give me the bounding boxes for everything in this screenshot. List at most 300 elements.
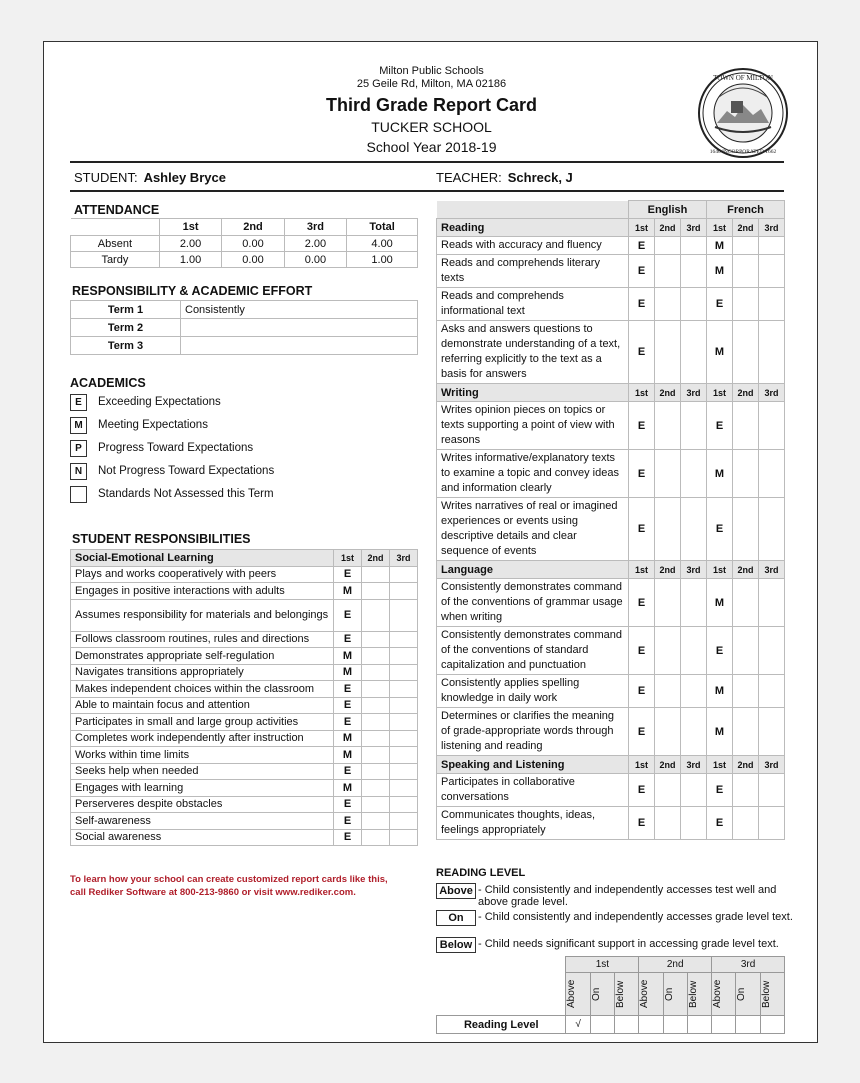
level-col-header	[687, 973, 711, 1016]
table-row	[71, 664, 418, 681]
legend-code: M	[70, 417, 87, 434]
student-field	[74, 170, 226, 185]
behavior-text: Seeks help when needed	[71, 763, 334, 780]
table-row	[437, 708, 785, 756]
legend-item	[70, 394, 370, 414]
grade-cell	[655, 450, 681, 498]
table-row	[71, 829, 418, 846]
grade-cell	[390, 780, 418, 797]
level-col-label: On	[590, 987, 602, 1001]
table-row	[71, 796, 418, 813]
grade-cell	[733, 450, 759, 498]
term-col: 2nd	[733, 561, 759, 579]
level-mark	[687, 1016, 711, 1034]
standard-text: Asks and answers questions to demonstrate understanding of a text, referring explicitly to the text as a basis for answers	[437, 321, 629, 384]
level-term: 2nd	[639, 957, 712, 973]
grade-cell	[362, 763, 390, 780]
grade-cell: E	[707, 402, 733, 450]
table-row	[437, 774, 785, 807]
legend-code: P	[70, 440, 87, 457]
behavior-text: Social awareness	[71, 829, 334, 846]
table-row	[71, 813, 418, 830]
grade-cell	[655, 402, 681, 450]
grade-cell	[681, 579, 707, 627]
term-col: 1st	[707, 219, 733, 237]
grade-cell	[655, 255, 681, 288]
grade-cell	[655, 774, 681, 807]
grade-cell	[681, 237, 707, 255]
attendance-cell: 2.00	[284, 236, 346, 252]
behavior-text: Perserveres despite obstacles	[71, 796, 334, 813]
grade-cell: E	[334, 829, 362, 846]
grade-cell	[655, 288, 681, 321]
grade-cell	[759, 579, 785, 627]
behavior-text: Follows classroom routines, rules and directions	[71, 631, 334, 648]
table-row	[437, 627, 785, 675]
grade-cell	[681, 288, 707, 321]
standard-text: Writes opinion pieces on topics or texts supporting a point of view with reasons	[437, 402, 629, 450]
grade-cell	[733, 675, 759, 708]
level-col-header	[639, 973, 663, 1016]
grade-cell	[733, 579, 759, 627]
grade-cell	[733, 255, 759, 288]
grade-cell	[655, 321, 681, 384]
grade-cell	[681, 402, 707, 450]
grade-cell	[390, 813, 418, 830]
term-col: 1st	[707, 561, 733, 579]
grade-cell: M	[707, 321, 733, 384]
grade-cell	[681, 627, 707, 675]
term-col: 1st	[707, 384, 733, 402]
level-col-header	[566, 973, 590, 1016]
term-label: Term 2	[71, 319, 181, 337]
grade-cell: E	[629, 774, 655, 807]
grade-cell	[390, 697, 418, 714]
behavior-text: Completes work independently after instruction	[71, 730, 334, 747]
table-row	[71, 714, 418, 731]
term-col: 3rd	[681, 219, 707, 237]
legend-item	[70, 486, 370, 506]
promo-text	[70, 873, 388, 899]
grade-cell: E	[629, 579, 655, 627]
grade-cell	[759, 627, 785, 675]
attendance-cell: 4.00	[347, 236, 418, 252]
svg-text:TOWN OF MILTON: TOWN OF MILTON	[713, 74, 773, 82]
standard-text: Determines or clarifies the meaning of grade-appropriate words through listening and reading	[437, 708, 629, 756]
level-mark	[663, 1016, 687, 1034]
grade-cell: M	[334, 730, 362, 747]
grade-cell	[362, 829, 390, 846]
grade-cell	[681, 708, 707, 756]
promo-line: call Rediker Software at 800-213-9860 or visit www.rediker.com.	[70, 887, 356, 898]
grade-cell: E	[334, 599, 362, 631]
table-row	[437, 255, 785, 288]
grade-cell	[362, 697, 390, 714]
level-tag: Above	[436, 883, 476, 899]
section-header: Reading	[437, 219, 629, 237]
grade-cell	[759, 288, 785, 321]
table-row	[71, 697, 418, 714]
level-col-label: On	[736, 987, 748, 1001]
attendance-table	[70, 218, 418, 268]
behavior-text: Engages in positive interactions with adults	[71, 583, 334, 600]
table-row	[71, 566, 418, 583]
section-row	[437, 561, 785, 579]
standard-text: Writes narratives of real or imagined experiences or events using descriptive details and clear sequence of events	[437, 498, 629, 561]
level-tag: Below	[436, 937, 476, 953]
svg-text:1640 INCORPORATED 1662: 1640 INCORPORATED 1662	[709, 149, 777, 155]
grade-cell: M	[334, 648, 362, 665]
attendance-cell: 2.00	[159, 236, 221, 252]
term-col: 3rd	[759, 756, 785, 774]
grade-cell: E	[707, 288, 733, 321]
grade-cell: E	[629, 627, 655, 675]
term-value	[181, 319, 418, 337]
responsibility-heading: RESPONSIBILITY & ACADEMIC EFFORT	[72, 284, 313, 298]
student-name: Ashley Bryce	[143, 170, 226, 185]
grade-cell	[733, 627, 759, 675]
grade-cell	[681, 498, 707, 561]
grade-cell	[681, 450, 707, 498]
grade-cell	[362, 681, 390, 698]
grade-cell	[655, 627, 681, 675]
legend-item	[70, 463, 370, 483]
responsibility-row	[71, 337, 418, 355]
level-col-label: Below	[615, 980, 627, 1008]
grade-cell: M	[707, 675, 733, 708]
legend-text: Exceeding Expectations	[98, 396, 221, 408]
grade-cell: E	[334, 763, 362, 780]
literacy-table	[436, 200, 785, 840]
section-row	[437, 756, 785, 774]
divider	[70, 190, 784, 192]
district-address: 25 Geile Rd, Milton, MA 02186	[356, 78, 507, 90]
language-header: French	[707, 201, 785, 219]
grade-cell: M	[707, 237, 733, 255]
teacher-field	[436, 170, 573, 185]
grade-cell: E	[334, 566, 362, 583]
grade-cell: E	[334, 631, 362, 648]
grade-cell	[390, 599, 418, 631]
table-row	[437, 450, 785, 498]
grade-cell: M	[334, 780, 362, 797]
table-row	[437, 675, 785, 708]
level-term: 1st	[566, 957, 639, 973]
table-row	[437, 498, 785, 561]
grade-cell	[655, 708, 681, 756]
term-value: Consistently	[181, 301, 418, 319]
table-row	[437, 288, 785, 321]
grade-cell	[390, 681, 418, 698]
grade-cell	[655, 498, 681, 561]
behavior-text: Navigates transitions appropriately	[71, 664, 334, 681]
attendance-cell: 0.00	[284, 252, 346, 268]
grade-cell: E	[334, 813, 362, 830]
behavior-text: Able to maintain focus and attention	[71, 697, 334, 714]
grade-cell: E	[629, 321, 655, 384]
level-col-label: Below	[760, 980, 772, 1008]
grade-cell: E	[334, 714, 362, 731]
standard-text: Consistently demonstrates command of the conventions of grammar usage when writing	[437, 579, 629, 627]
standard-text: Writes informative/explanatory texts to examine a topic and convey ideas and information clearly	[437, 450, 629, 498]
grade-cell	[759, 321, 785, 384]
grade-cell	[681, 321, 707, 384]
term-col: 2nd	[655, 561, 681, 579]
table-row	[437, 402, 785, 450]
term-col: 1st	[707, 756, 733, 774]
section-header: Writing	[437, 384, 629, 402]
student-label: STUDENT:	[74, 170, 138, 185]
term-col: 2nd	[733, 756, 759, 774]
level-col-header	[736, 973, 760, 1016]
term-col: 3rd	[759, 384, 785, 402]
attendance-row	[71, 252, 418, 268]
legend-code	[70, 486, 87, 503]
reading-level-item	[436, 883, 796, 909]
term-col: 3rd	[759, 219, 785, 237]
grade-cell	[362, 566, 390, 583]
teacher-label: TEACHER:	[436, 170, 502, 185]
grade-cell	[733, 774, 759, 807]
table-row	[71, 648, 418, 665]
grade-cell	[759, 402, 785, 450]
grade-cell: E	[334, 796, 362, 813]
grade-cell	[759, 708, 785, 756]
attendance-col: 1st	[159, 219, 221, 236]
level-desc: - Child consistently and independently accesses test well and above grade level.	[478, 884, 777, 908]
grade-cell: E	[629, 450, 655, 498]
level-mark	[736, 1016, 760, 1034]
grade-cell	[362, 664, 390, 681]
standard-text: Reads and comprehends informational text	[437, 288, 629, 321]
section-header: Language	[437, 561, 629, 579]
table-row	[437, 579, 785, 627]
term-col: 1st	[629, 384, 655, 402]
grade-cell	[362, 747, 390, 764]
legend-code: E	[70, 394, 87, 411]
behavior-text: Self-awareness	[71, 813, 334, 830]
academics-heading: ACADEMICS	[70, 376, 146, 390]
behavior-text: Assumes responsibility for materials and belongings	[71, 599, 334, 631]
level-desc: - Child consistently and independently accesses grade level text.	[478, 911, 793, 923]
student-responsibilities-heading: STUDENT RESPONSIBILITIES	[72, 532, 251, 546]
grade-cell	[390, 648, 418, 665]
section-row	[437, 219, 785, 237]
grade-cell	[733, 708, 759, 756]
table-row	[71, 599, 418, 631]
grade-cell: E	[334, 681, 362, 698]
language-header: English	[629, 201, 707, 219]
grade-cell	[362, 631, 390, 648]
grade-cell	[390, 583, 418, 600]
grade-cell	[759, 498, 785, 561]
grade-cell: E	[707, 774, 733, 807]
level-col-label: Above	[712, 979, 724, 1009]
legend-text: Not Progress Toward Expectations	[98, 465, 275, 477]
level-col-label: Above	[639, 979, 651, 1009]
school-name: TUCKER SCHOOL	[371, 119, 492, 135]
standard-text: Participates in collaborative conversations	[437, 774, 629, 807]
reading-level-table	[436, 956, 785, 1034]
grade-cell: E	[334, 697, 362, 714]
reading-level-label: Reading Level	[437, 1016, 566, 1034]
level-mark: √	[566, 1016, 590, 1034]
term-col: 2nd	[655, 384, 681, 402]
term-label: Term 1	[71, 301, 181, 319]
legend-item	[70, 417, 370, 437]
grade-cell	[733, 498, 759, 561]
grade-cell	[390, 796, 418, 813]
level-mark	[760, 1016, 784, 1034]
grade-cell	[733, 321, 759, 384]
grade-cell: M	[334, 583, 362, 600]
grade-cell: M	[707, 579, 733, 627]
term-col: 2nd	[655, 756, 681, 774]
section-row	[437, 384, 785, 402]
legend-code: N	[70, 463, 87, 480]
grade-cell	[655, 807, 681, 840]
divider	[70, 161, 784, 163]
grade-cell	[759, 807, 785, 840]
school-year: School Year 2018-19	[366, 139, 497, 155]
legend-text: Meeting Expectations	[98, 419, 208, 431]
grade-cell: E	[629, 498, 655, 561]
attendance-cell: 1.00	[347, 252, 418, 268]
attendance-row-label: Tardy	[71, 252, 160, 268]
term-value	[181, 337, 418, 355]
grade-cell	[390, 566, 418, 583]
table-row	[437, 237, 785, 255]
legend-item	[70, 440, 370, 460]
level-col-label: Below	[687, 980, 699, 1008]
level-col-header	[615, 973, 639, 1016]
level-col-header	[663, 973, 687, 1016]
term-col: 3rd	[390, 550, 418, 567]
attendance-heading: ATTENDANCE	[74, 203, 160, 217]
grade-cell: E	[629, 675, 655, 708]
term-col: 2nd	[733, 384, 759, 402]
table-row	[71, 681, 418, 698]
term-label: Term 3	[71, 337, 181, 355]
term-col: 3rd	[681, 561, 707, 579]
grade-cell: E	[629, 708, 655, 756]
grade-cell	[655, 579, 681, 627]
grade-cell	[362, 813, 390, 830]
term-col: 1st	[629, 219, 655, 237]
behavior-text: Works within time limits	[71, 747, 334, 764]
town-seal-icon	[697, 67, 789, 159]
grade-cell	[390, 664, 418, 681]
behavior-text: Engages with learning	[71, 780, 334, 797]
table-row	[71, 763, 418, 780]
teacher-name: Schreck, J	[507, 170, 573, 185]
level-term: 3rd	[712, 957, 785, 973]
level-mark	[639, 1016, 663, 1034]
grade-cell	[759, 237, 785, 255]
grade-cell	[390, 747, 418, 764]
grade-cell	[362, 599, 390, 631]
grade-cell	[733, 402, 759, 450]
grade-cell	[390, 631, 418, 648]
grade-cell: E	[707, 627, 733, 675]
table-row	[71, 583, 418, 600]
grade-cell: M	[334, 664, 362, 681]
grade-cell	[681, 807, 707, 840]
grade-cell: M	[707, 255, 733, 288]
term-col: 1st	[334, 550, 362, 567]
grade-cell	[681, 774, 707, 807]
term-col: 1st	[629, 561, 655, 579]
level-col-label: Above	[566, 979, 578, 1009]
level-col-header	[590, 973, 614, 1016]
reading-level-legend	[436, 867, 796, 951]
grade-cell	[390, 714, 418, 731]
grade-cell	[759, 450, 785, 498]
grade-cell: M	[334, 747, 362, 764]
standard-text: Communicates thoughts, ideas, feelings appropriately	[437, 807, 629, 840]
grade-cell	[681, 675, 707, 708]
level-col-header	[760, 973, 784, 1016]
level-mark	[590, 1016, 614, 1034]
attendance-row	[71, 236, 418, 252]
grade-cell	[390, 730, 418, 747]
standard-text: Reads and comprehends literary texts	[437, 255, 629, 288]
attendance-cell: 0.00	[222, 252, 284, 268]
grade-cell	[362, 583, 390, 600]
level-mark	[712, 1016, 736, 1034]
grade-cell	[390, 763, 418, 780]
table-row	[71, 730, 418, 747]
level-mark	[615, 1016, 639, 1034]
grade-cell: E	[629, 807, 655, 840]
grade-cell: E	[629, 237, 655, 255]
grade-cell	[759, 774, 785, 807]
behavior-text: Makes independent choices within the classroom	[71, 681, 334, 698]
section-header: Speaking and Listening	[437, 756, 629, 774]
attendance-col: 3rd	[284, 219, 346, 236]
behavior-text: Demonstrates appropriate self-regulation	[71, 648, 334, 665]
level-tag: On	[436, 910, 476, 926]
reading-level-heading: READING LEVEL	[436, 867, 526, 879]
grade-cell: E	[629, 288, 655, 321]
attendance-col: Total	[347, 219, 418, 236]
grade-cell	[759, 675, 785, 708]
responsibility-table	[70, 300, 418, 355]
legend-text: Progress Toward Expectations	[98, 442, 254, 454]
grade-cell: M	[707, 450, 733, 498]
term-col: 2nd	[733, 219, 759, 237]
grade-cell	[362, 796, 390, 813]
attendance-cell: 1.00	[159, 252, 221, 268]
responsibility-row	[71, 319, 418, 337]
level-desc: - Child needs significant support in accessing grade level text.	[478, 938, 779, 950]
grade-cell	[362, 648, 390, 665]
grade-cell	[733, 807, 759, 840]
grade-cell	[655, 237, 681, 255]
standard-text: Consistently demonstrates command of the conventions of standard capitalization and punctuation	[437, 627, 629, 675]
attendance-cell: 0.00	[222, 236, 284, 252]
term-col: 3rd	[681, 756, 707, 774]
grade-cell: E	[707, 498, 733, 561]
grade-cell	[759, 255, 785, 288]
student-responsibilities-table	[70, 549, 418, 846]
grade-cell	[362, 730, 390, 747]
behavior-text: Plays and works cooperatively with peers	[71, 566, 334, 583]
section-header: Social-Emotional Learning	[71, 550, 334, 567]
standard-text: Consistently applies spelling knowledge in daily work	[437, 675, 629, 708]
grade-cell	[390, 829, 418, 846]
responsibility-row	[71, 301, 418, 319]
